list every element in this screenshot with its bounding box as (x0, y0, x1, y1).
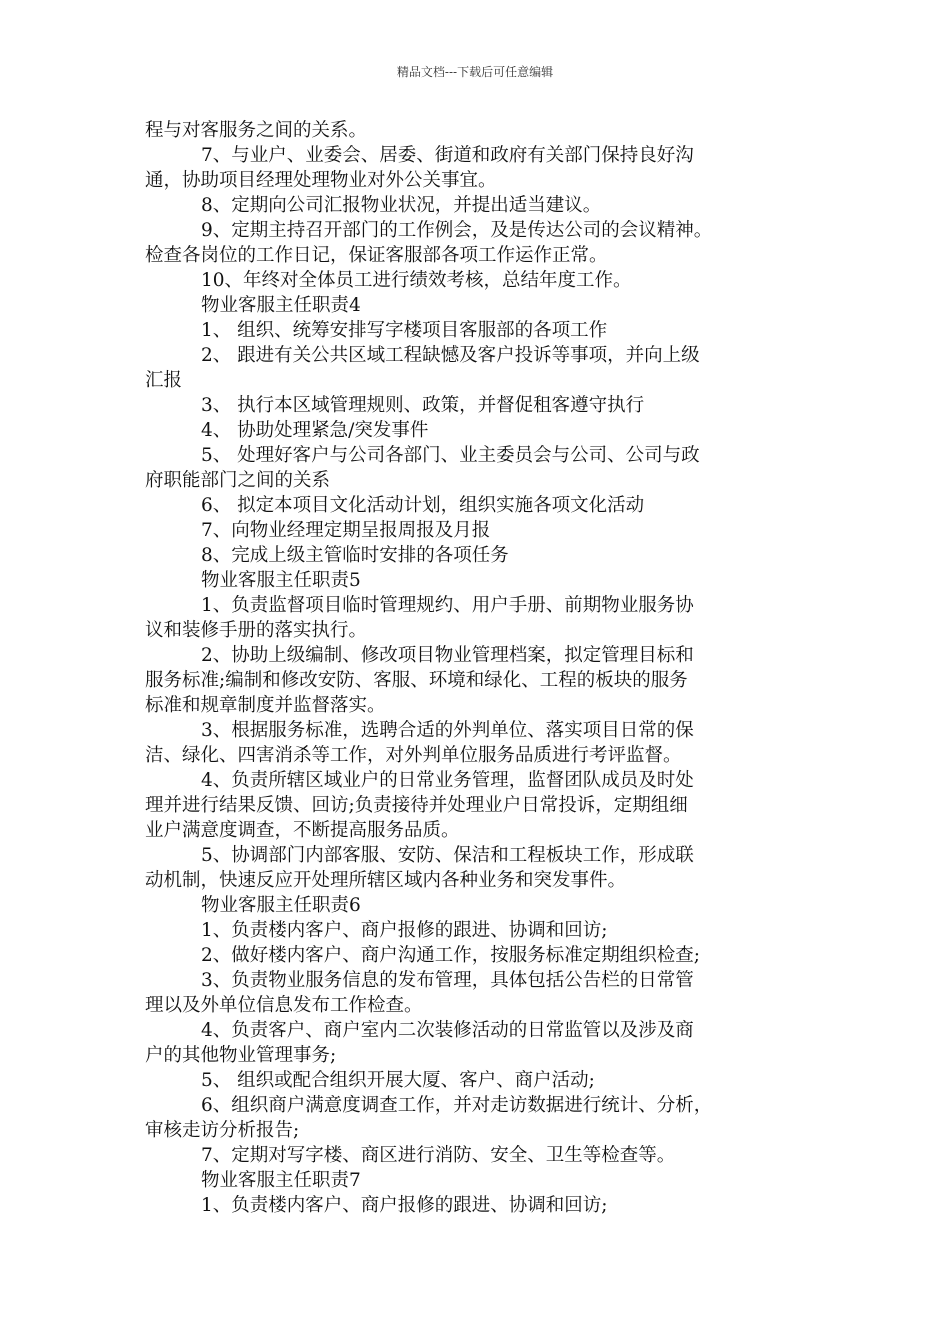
text-line: 户的其他物业管理事务; (145, 1045, 337, 1066)
text-line: 6、组织商户满意度调查工作，并对走访数据进行统计、分析， (201, 1095, 713, 1116)
text-line: 业户满意度调查，不断提高服务品质。 (145, 820, 460, 841)
text-line: 4、 协助处理紧急/突发事件 (201, 420, 429, 441)
text-line: 1、负责监督项目临时管理规约、用户手册、前期物业服务协 (201, 595, 694, 616)
text-line: 10、年终对全体员工进行绩效考核，总结年度工作。 (201, 270, 632, 291)
text-line: 9、定期主持召开部门的工作例会，及是传达公司的会议精神。 (201, 220, 713, 241)
text-line: 审核走访分析报告; (145, 1120, 300, 1141)
text-line: 程与对客服务之间的关系。 (145, 120, 368, 141)
text-line: 物业客服主任职责7 (201, 1170, 361, 1191)
text-line: 2、做好楼内客户、商户沟通工作，按服务标准定期组织检查; (201, 945, 701, 966)
page-header: 精品文档---下载后可任意编辑 (396, 65, 554, 79)
text-line: 5、协调部门内部客服、安防、保洁和工程板块工作，形成联 (201, 845, 694, 866)
text-line: 物业客服主任职责5 (201, 570, 361, 591)
text-line: 汇报 (145, 370, 183, 391)
text-line: 4、负责所辖区域业户的日常业务管理，监督团队成员及时处 (201, 770, 694, 791)
text-line: 标准和规章制度并监督落实。 (145, 695, 386, 716)
text-line: 8、完成上级主管临时安排的各项任务 (201, 545, 509, 566)
text-line: 3、 执行本区域管理规则、政策，并督促租客遵守执行 (201, 395, 645, 416)
text-line: 7、向物业经理定期呈报周报及月报 (201, 520, 491, 541)
text-line: 6、 拟定本项目文化活动计划，组织实施各项文化活动 (201, 495, 645, 516)
text-line: 洁、绿化、四害消杀等工作，对外判单位服务品质进行考评监督。 (145, 745, 682, 766)
text-line: 5、 组织或配合组织开展大厦、客户、商户活动; (201, 1070, 595, 1091)
text-line: 2、协助上级编制、修改项目物业管理档案，拟定管理目标和 (201, 645, 694, 666)
text-line: 4、负责客户、商户室内二次装修活动的日常监管以及涉及商 (201, 1020, 694, 1041)
document-body (145, 118, 810, 1218)
text-line: 7、与业户、业委会、居委、街道和政府有关部门保持良好沟 (201, 145, 694, 166)
text-line: 5、 处理好客户与公司各部门、业主委员会与公司、公司与政 (201, 445, 700, 466)
text-line: 1、 组织、统筹安排写字楼项目客服部的各项工作 (201, 320, 608, 341)
text-line: 1、负责楼内客户、商户报修的跟进、协调和回访; (201, 1195, 608, 1216)
text-line: 检查各岗位的工作日记，保证客服部各项工作运作正常。 (145, 245, 608, 266)
text-line: 1、负责楼内客户、商户报修的跟进、协调和回访; (201, 920, 608, 941)
text-line: 8、定期向公司汇报物业状况，并提出适当建议。 (201, 195, 602, 216)
text-line: 理以及外单位信息发布工作检查。 (145, 995, 423, 1016)
text-line: 议和装修手册的落实执行。 (145, 620, 368, 641)
text-line: 服务标准;编制和修改安防、客服、环境和绿化、工程的板块的服务 (145, 670, 688, 691)
text-line: 物业客服主任职责4 (201, 295, 361, 316)
text-line: 7、定期对写字楼、商区进行消防、安全、卫生等检查等。 (201, 1145, 676, 1166)
text-line: 3、负责物业服务信息的发布管理，具体包括公告栏的日常管 (201, 970, 694, 991)
text-line: 动机制，快速反应开处理所辖区域内各种业务和突发事件。 (145, 870, 627, 891)
text-line: 府职能部门之间的关系 (145, 470, 331, 491)
text-line: 理并进行结果反馈、回访;负责接待并处理业户日常投诉，定期组细 (145, 795, 688, 816)
text-line: 通，协助项目经理处理物业对外公关事宜。 (145, 170, 497, 191)
text-line: 物业客服主任职责6 (201, 895, 361, 916)
text-line: 2、 跟进有关公共区域工程缺憾及客户投诉等事项，并向上级 (201, 345, 700, 366)
text-line: 3、根据服务标准，选聘合适的外判单位、落实项目日常的保 (201, 720, 694, 741)
